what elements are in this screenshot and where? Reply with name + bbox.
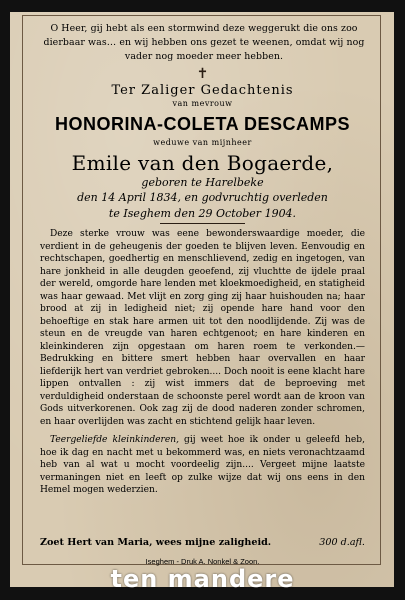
birth-place: geboren te Harelbeke	[141, 176, 264, 189]
birth-death-dates: den 14 April 1834, en godvruchtig overleden	[77, 191, 328, 204]
indulgence-note: 300 d.afl.	[319, 537, 365, 548]
memorial-heading: Ter Zaliger Gedachtenis	[111, 83, 294, 98]
grandchildren-text: gij weet hoe ik onder u geleefd heb, hoe ik dag en nacht met u bekommerd was, en niets veronachtzaamd heb van al wat u mocht voordeelig zijn.... Vergeet mijne laatste vermaningen niet en leeft op zulke wijze dat wij ons eens in den Hemel mogen wederzien.	[40, 435, 365, 495]
printer-credit: Iseghem - Druk A. Nonkel & Zoon.	[145, 557, 260, 566]
watermark: ten mandere	[110, 565, 295, 593]
grandchildren-salutation: Teergeliefde kleinkinderen,	[50, 435, 180, 445]
eulogy-paragraph: Deze sterke vrouw was eene bewonderswaardige moeder, die verdient in de geheugenis der goeden te blijven leven. Eenvoudig en rechtschapen, goedhertig en menschlievend, zedig en ingetogen, van hare jonkheid in alle deugden geoefend, zij vluchtte de ijdele praal der wereld, omgorde hare lenden met kloekmoedigheid, en statigheid was haar gewaad. Met vlijt en zorg ging zij haar huishouden na; haar brood at zij in ledigheid niet; zij opende hare hand voor den behoeftige en stak hare armen uit tot den noodlijdende. Zij was de steun en de vreugde van haren echtgenoot; en hare kinderen en kleinkinderen zijn opgestaan om haren roem te verkonden.—Bedrukking en bittere smert hebben haar overvallen en haar liefderijk hert van verdriet gebroken.... Doch nooit is eene klacht hare lippen ontvallen : zij wist immers dat de beproeving met verduldigheid onderstaan de schoonste perel wordt aan de kroon van Gods uitverkorenen. Ook zag zij de dood naderen zonder schromen, en haar overlijden was zacht en stichtend gelijk haar leven.	[40, 229, 365, 427]
grandchildren-paragraph	[40, 434, 365, 497]
intro-verse: O Heer, gij hebt als een stormwind deze weggerukt die ons zoo dierbaar was… en wij hebben ons gezet te weenen, omdat wij nog vader nog moeder meer hebben.	[43, 23, 365, 62]
death-place-date: te Iseghem den 29 October 1904.	[108, 207, 297, 220]
deceased-name: HONORINA-COLETA DESCAMPS	[55, 114, 350, 134]
widow-of-label: weduwe van mijnheer	[153, 138, 252, 147]
cross-icon: ✝	[196, 66, 209, 82]
van-mevrouw-label: van mevrouw	[172, 99, 233, 108]
eulogy-body	[40, 228, 365, 497]
husband-name: Emile van den Bogaerde,	[71, 151, 334, 175]
divider-rule	[160, 223, 245, 224]
prayer-text: Zoet Hert van Maria, wees mijne zaligheid.	[40, 537, 272, 548]
closing-prayer	[40, 537, 365, 548]
